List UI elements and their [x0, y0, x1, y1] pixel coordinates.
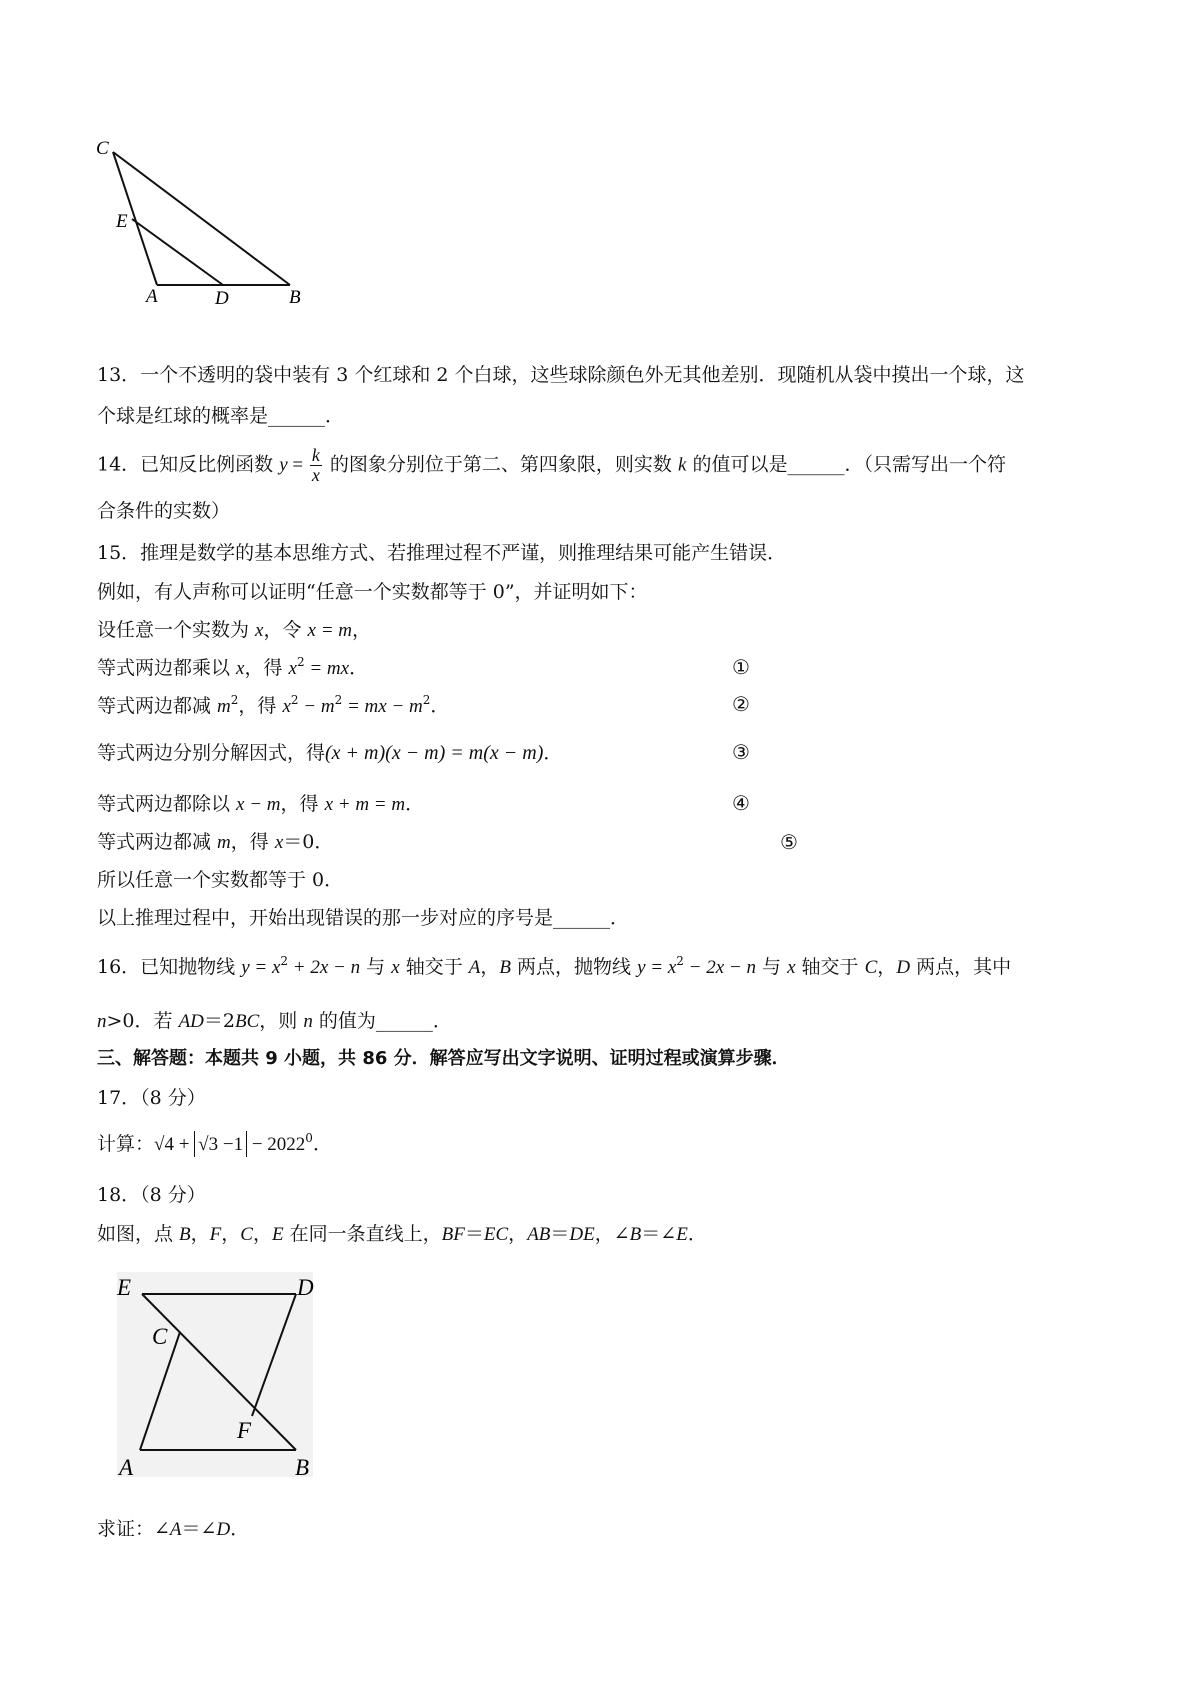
q16-C: C — [864, 957, 878, 978]
q18-angle1: ，∠ — [594, 1223, 630, 1245]
fig2-label-e: E — [117, 1275, 132, 1300]
q15-step4-end: ． — [405, 793, 425, 815]
q18-head: 18．（8 分） — [97, 1184, 206, 1206]
q16-D: D — [896, 957, 911, 978]
q18-AB: AB — [527, 1224, 551, 1245]
q15-step2-eq: = mx − m — [342, 696, 423, 717]
q15-step5-end: ＝0． — [283, 831, 334, 853]
q16-parabola1-sup: 2 — [280, 954, 289, 968]
q15-step1-text: 等式两边都乘以 — [97, 657, 237, 679]
q18-B2: B — [629, 1224, 642, 1245]
q16-sep2: ， — [877, 956, 897, 978]
q16-parabola2-a: y = x — [637, 957, 677, 978]
q18-BF: BF — [441, 1224, 465, 1245]
q14-fraction — [310, 446, 322, 485]
q16-x2: x — [787, 957, 796, 978]
label-c: C — [96, 140, 109, 159]
q16-end1: 两点，其中 — [910, 956, 1012, 978]
q15-step-5 — [97, 833, 333, 852]
q17-end: ． — [312, 1133, 332, 1155]
q14-fraction-num: k — [311, 445, 320, 465]
q18-E1: E — [272, 1224, 284, 1245]
q13-line-2: 个球是红球的概率是______． — [97, 405, 345, 427]
q18-end: ． — [687, 1223, 707, 1245]
q16-l2h: 的值为______． — [312, 1010, 452, 1032]
q16-parabola1-a: y = x — [241, 957, 281, 978]
q16-B: B — [499, 957, 511, 978]
q15-step1-sup: 2 — [296, 655, 305, 669]
q15-step3-expr: (x + m)(x − m) = m(x − m) — [325, 742, 544, 764]
q15-step5-text: 等式两边都减 — [97, 831, 218, 853]
section-3-heading: 三、解答题：本题共 9 小题，共 86 分．解答应写出文字说明、证明过程或演算步骤． — [97, 1048, 790, 1069]
q17-head: 17．（8 分） — [97, 1087, 206, 1109]
q15-step5-x: x — [274, 832, 284, 853]
q14-eq: = — [287, 454, 308, 476]
fig2-label-d: D — [297, 1275, 314, 1300]
q15-step2-mid: ，得 — [238, 695, 283, 717]
q16-mid4: 与 — [755, 956, 788, 978]
label-b: B — [289, 287, 301, 308]
q15-step-4 — [97, 795, 424, 814]
q17-text: 计算： — [97, 1133, 155, 1155]
q16-l2b: >0．若 — [106, 1010, 179, 1032]
q15-step0-end: ， — [352, 619, 372, 641]
q15-step3-end: ． — [543, 742, 563, 764]
q18-B1: B — [179, 1224, 191, 1245]
q16-mid3: 两点，抛物线 — [510, 956, 638, 978]
q15-line-1: 15．推理是数学的基本思维方式、若推理过程不严谨，则推理结果可能产生错误． — [97, 542, 787, 564]
q15-step2-sup1: 2 — [230, 693, 239, 707]
q16-n1: n — [97, 1011, 107, 1032]
q18-C1: C — [240, 1224, 253, 1245]
q18-prove — [97, 1520, 249, 1539]
q15-step5-m: m — [217, 832, 231, 853]
q15-step4-mid: ，得 — [280, 793, 325, 815]
q15-step1-end: ． — [349, 657, 369, 679]
q14-suffix: 的值可以是______．（只需写出一个符 — [686, 453, 1006, 476]
triangle-figure-1 — [96, 140, 326, 330]
q18-eq1: ＝ — [464, 1223, 484, 1245]
q16-parabola1-b: + 2x − n — [288, 957, 361, 978]
q16-parabola2-b: − 2x − n — [683, 957, 756, 978]
label-d: D — [215, 288, 229, 309]
label-e: E — [116, 211, 128, 232]
parallelogram-figure-2 — [112, 1268, 322, 1483]
q16-l2f: ，则 — [259, 1010, 304, 1032]
q16-BC: BC — [234, 1011, 260, 1032]
q18-prove-end: ． — [230, 1518, 250, 1540]
q17-minus1: −1 — [218, 1134, 244, 1155]
q18-prove-A: A — [169, 1519, 182, 1540]
q16-sep1: ， — [480, 956, 500, 978]
q18-DE: DE — [569, 1224, 595, 1245]
q14-line-2: 合条件的实数） — [97, 500, 231, 522]
q15-step3-text: 等式两边分别分解因式，得 — [97, 742, 326, 764]
q17-expression — [97, 1131, 332, 1155]
q15-step-3 — [97, 743, 562, 763]
q18-E2: E — [676, 1224, 688, 1245]
q18-l1a: 如图，点 — [97, 1223, 180, 1245]
q14-prefix: 14．已知反比例函数 — [97, 453, 280, 476]
q15-question: 以上推理过程中，开始出现错误的那一步对应的序号是______． — [97, 907, 630, 929]
q16-n2: n — [303, 1011, 313, 1032]
q15-line-2: 例如，有人声称可以证明“任意一个实数都等于 0”，并证明如下： — [97, 581, 648, 603]
q16-parabola2-sup: 2 — [676, 954, 684, 968]
step-marker-3: ③ — [732, 740, 750, 764]
q18-prove-c: ＝∠ — [181, 1518, 217, 1540]
q15-step0-text: 设任意一个实数为 — [97, 619, 256, 641]
step-marker-2: ② — [732, 692, 750, 716]
step-marker-1: ① — [732, 655, 750, 679]
q15-step-1 — [97, 655, 369, 679]
q18-c3: ， — [252, 1223, 272, 1245]
label-a: A — [146, 286, 158, 307]
q15-step-2 — [97, 693, 450, 717]
q15-step2-sup2: 2 — [290, 693, 299, 707]
q15-step0-x: x — [255, 620, 264, 641]
q16-mid2: 轴交于 — [399, 956, 469, 978]
q14-line-1 — [97, 446, 1006, 485]
q15-step2-sup4: 2 — [422, 693, 431, 707]
q15-step5-mid: ，得 — [230, 831, 275, 853]
q15-step2-sup3: 2 — [334, 693, 343, 707]
q16-A: A — [468, 957, 481, 978]
fig2-label-a: A — [119, 1455, 134, 1480]
q17-abs — [194, 1131, 247, 1157]
q14-mid: 的图象分别位于第二、第四象限，则实数 — [323, 453, 678, 476]
q15-step2-m: m — [217, 696, 231, 717]
q15-step1-expr-b: = mx — [304, 658, 350, 679]
step-marker-4: ④ — [732, 791, 750, 815]
q14-k: k — [677, 454, 687, 476]
q15-step1-expr-a: x — [288, 658, 297, 679]
q15-step4-expr1: x − m — [236, 794, 281, 815]
q15-step4-text: 等式两边都除以 — [97, 793, 237, 815]
q15-step2-end: ． — [430, 695, 450, 717]
step-marker-5: ⑤ — [780, 830, 798, 854]
q15-step-0 — [97, 621, 371, 640]
fig2-label-f: F — [237, 1418, 252, 1443]
q18-prove-D: D — [216, 1519, 231, 1540]
q18-eq2: ＝ — [550, 1223, 570, 1245]
q15-step1-mid: ，得 — [244, 657, 289, 679]
q14-y: y — [279, 454, 288, 476]
q18-c4: ， — [508, 1223, 528, 1245]
q16-line-2 — [97, 1012, 452, 1031]
q15-step1-x: x — [236, 658, 245, 679]
q13-line-1: 13．一个不透明的袋中装有 3 个红球和 2 个白球，这些球除颜色外无其他差别．现随机从袋中摸出一个球，这 — [97, 364, 1025, 386]
q18-F1: F — [209, 1224, 222, 1245]
q18-angle2: ＝∠ — [641, 1223, 677, 1245]
q16-mid1: 与 — [360, 956, 392, 978]
q17-minus2: − 2022 — [247, 1134, 306, 1155]
fig2-label-c: C — [152, 1324, 168, 1349]
q16-AD: AD — [178, 1011, 204, 1032]
q15-step2-x: x — [282, 696, 291, 717]
q18-l1g: 在同一条直线上， — [283, 1223, 442, 1245]
q17-sqrt4: √4 — [154, 1134, 174, 1155]
q18-c1: ， — [190, 1223, 210, 1245]
q15-step2-minus: − m — [298, 696, 335, 717]
q15-step4-expr2: x + m = m — [324, 794, 406, 815]
q15-step2-text: 等式两边都减 — [97, 695, 218, 717]
q17-sqrt3: √3 — [198, 1134, 219, 1155]
q18-prove-a: 求证：∠ — [97, 1518, 170, 1540]
q16-mid5: 轴交于 — [795, 956, 865, 978]
q16-prefix: 16．已知抛物线 — [97, 956, 242, 978]
q16-x1: x — [391, 957, 400, 978]
q17-plus: + — [173, 1134, 195, 1155]
q15-step0-mid: ，令 — [263, 619, 308, 641]
q17-sup: 0 — [305, 1131, 313, 1145]
q18-EC: EC — [483, 1224, 509, 1245]
q15-final: 所以任意一个实数都等于 0． — [97, 869, 344, 891]
fig2-label-b: B — [295, 1455, 310, 1480]
q18-line-1 — [97, 1225, 707, 1244]
q16-l2d: ＝2 — [203, 1010, 235, 1032]
q14-fraction-den: x — [311, 464, 320, 485]
q16-line-1 — [97, 954, 1012, 978]
q18-c2: ， — [221, 1223, 241, 1245]
q15-step0-expr: x = m — [307, 620, 353, 641]
